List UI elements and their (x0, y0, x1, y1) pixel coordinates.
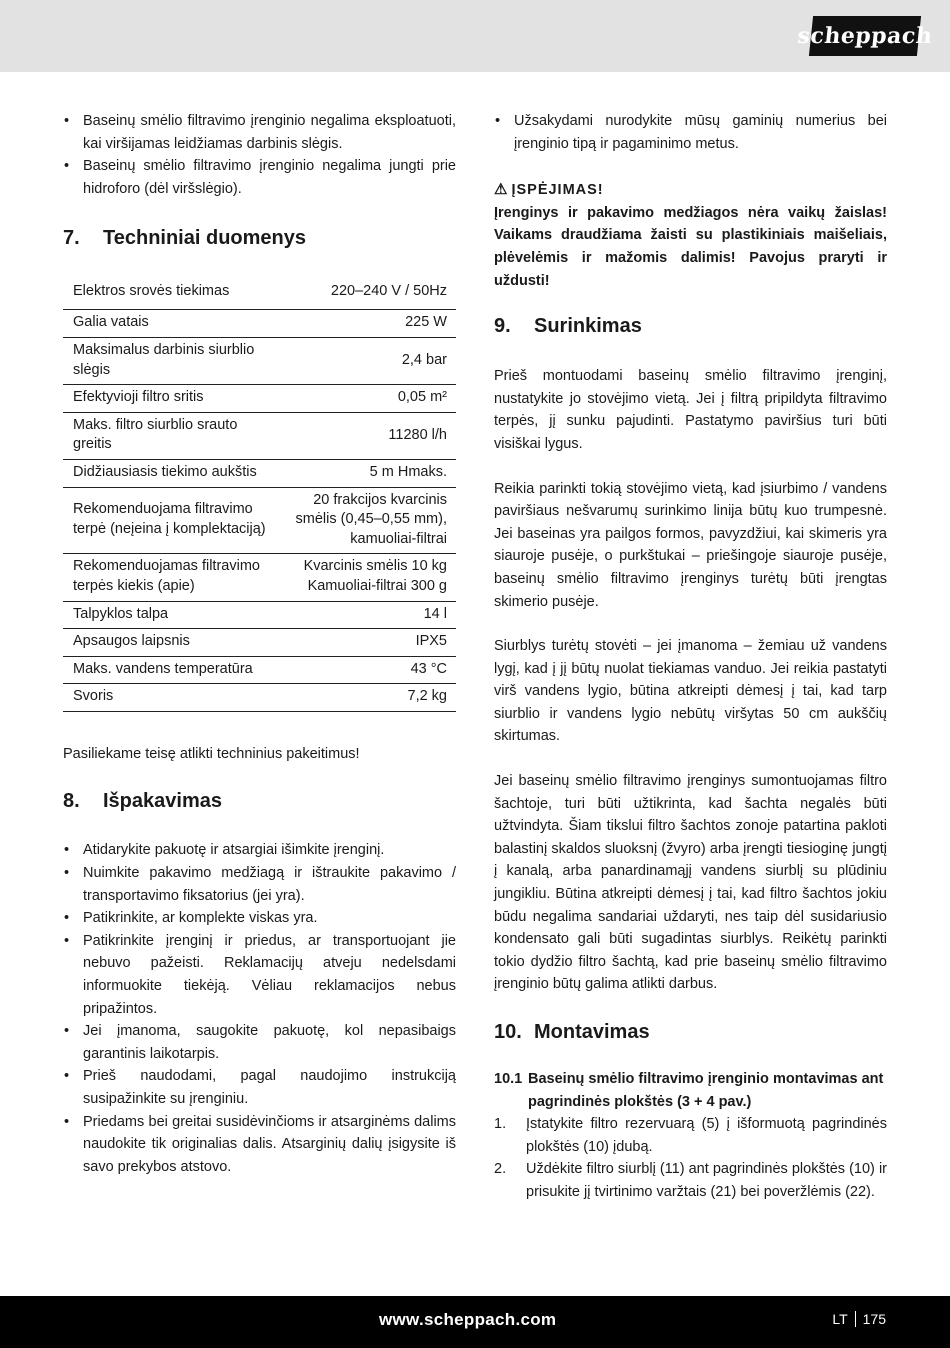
subsection-heading (494, 1068, 887, 1113)
paragraph: Prieš montuodami baseinų smėlio filtravimo įrenginį, nustatykite jo stovėjimo vietą. Jei į filtrą pripildyta filtravimo terpės, jį sunku pajudinti. Pastatymo paviršius turi būti visiškai lygus. (494, 368, 887, 452)
spec-label: Maks. vandens temperatūra (63, 656, 278, 684)
spec-table (63, 275, 456, 712)
footer-url[interactable]: www.scheppach.com (379, 1310, 557, 1329)
list-item: • Nuimkite pakavimo medžiagą ir ištraukite pakavimo / transportavimo fiksatorius (jei yra). (63, 862, 456, 907)
table-row (63, 275, 456, 310)
unpack-bullet-list (63, 839, 456, 1178)
list-item: • Prieš naudodami, pagal naudojimo instrukciją susipažinkite su įrenginiu. (63, 1065, 456, 1110)
list-item (494, 1113, 887, 1158)
subsection-title: Baseinų smėlio filtravimo įrenginio montavimas ant pagrindinės plokštės (3 + 4 pav.) (528, 1071, 884, 1110)
spec-label: Rekomenduojama filtravimo terpė (neįeina į komplektaciją) (63, 487, 278, 554)
table-row (63, 487, 456, 554)
step-text: Uždėkite filtro siurblį (11) ant pagrindinės plokštės (10) ir prisukite jį tvirtinimo varžtais (21) bei poveržlėmis (22). (526, 1161, 887, 1200)
list-item: • Priedams bei greitai susidėvinčioms ir atsarginėms dalims naudokite tik originalias dalis. Atsarginių dalių įsigysite iš savo prekybos atstovo. (63, 1111, 456, 1179)
spec-value: 5 m Hmaks. (278, 459, 456, 487)
paragraph: Siurblys turėtų stovėti – jei įmanoma – žemiau už vandens lygį, kad į jį būtų nuolat tiekiamas vanduo. Jei reikia pastatyti virš vandens lygio, būtina atkreipti dėmesį į tai, kad tarp siurblio ir vandens lygio nebūtų viršytas 50 cm aukščių skirtumas. (494, 638, 887, 745)
spec-value: 7,2 kg (278, 684, 456, 712)
warning-title: ĮSPĖJIMAS! (511, 182, 604, 199)
table-row (63, 601, 456, 629)
table-row (63, 656, 456, 684)
spec-value: 2,4 bar (278, 337, 456, 384)
list-item: • Atidarykite pakuotę ir atsargiai išimkite įrenginį. (63, 839, 456, 862)
section-heading-mounting (494, 1019, 887, 1045)
right-column (494, 110, 887, 1204)
table-row (63, 629, 456, 657)
spec-value: Kvarcinis smėlis 10 kg Kamuoliai-filtrai 300 g (278, 554, 456, 601)
step-number: 2. (494, 1161, 507, 1178)
spec-label: Elektros srovės tiekimas (63, 275, 278, 310)
step-number: 1. (494, 1116, 507, 1133)
section-title: Techniniai duomenys (103, 227, 306, 250)
spec-value: 225 W (278, 310, 456, 338)
list-item: • Jei įmanoma, saugokite pakuotę, kol nepasibaigs garantinis laikotarpis. (63, 1020, 456, 1065)
list-item: • Patikrinkite, ar komplekte viskas yra. (63, 907, 456, 930)
spec-value: 14 l (278, 601, 456, 629)
footer-bar (0, 1296, 950, 1348)
spec-value: 220–240 V / 50Hz (278, 275, 456, 310)
section-heading-technical-data (63, 225, 456, 251)
spec-label: Galia vatais (63, 310, 278, 338)
spec-value: 11280 l/h (278, 412, 456, 459)
table-row (63, 412, 456, 459)
step-text: Įstatykite filtro rezervuarą (5) į išformuotą pagrindinės plokštės (10) įdubą. (526, 1116, 887, 1155)
spec-label: Didžiausiasis tiekimo aukštis (63, 459, 278, 487)
table-row (63, 337, 456, 384)
section-number: 8. (63, 790, 80, 813)
warning-triangle-icon: ⚠ (494, 181, 508, 199)
section-number: 10. (494, 1021, 522, 1043)
list-item: • Patikrinkite įrenginį ir priedus, ar transportuojant jie nebuvo pažeisti. Reklamacijų atveju nedelsdami informuokite tiekėją. Vėliau reklamacijos nebus pripažintos. (63, 930, 456, 1020)
table-row (63, 385, 456, 413)
spec-label: Talpyklos talpa (63, 601, 278, 629)
spec-value: 43 °C (278, 656, 456, 684)
list-item: • Užsakydami nurodykite mūsų gaminių numerius bei įrenginio tipą ir pagaminimo metus. (494, 110, 887, 155)
language-code: LT (832, 1311, 848, 1327)
section-title: Išpakavimas (103, 790, 222, 813)
paragraph: Jei baseinų smėlio filtravimo įrenginys sumontuojamas filtro šachtoje, turi būti užtikrinta, kad šachta negalės būti užtvindyta. Šiam tikslui filtro šachtos zonoje patartina pakloti balastinį skaldos sluoksnį (žvyro) arba įrengti tiesioginę jungtį į kanalą, arba panardinamąjį vandens siurblį su plūdiniu jungikliu. Būtina atkreipti dėmesį į tai, kad filtro šachtos jokiu būdu negalima sandariai uždaryti, nes taip dėl susidariusio kondensato gali būti sugadintas siurblys. Reikėtų parinkti tokio dydžio filtro šachtą, kad prie baseinų smėlio filtravimo įrenginio būtų galima atlikti darbus. (494, 773, 887, 993)
spec-label: Rekomenduojamas filtravimo terpės kiekis (apie) (63, 554, 278, 601)
spec-value: 20 frakcijos kvarcinis smėlis (0,45–0,55 mm), kamuoliai-filtrai (278, 487, 456, 554)
spec-label: Efektyvioji filtro sritis (63, 385, 278, 413)
section-title: Montavimas (534, 1021, 650, 1043)
list-item: • Baseinų smėlio filtravimo įrenginio negalima eksploatuoti, kai viršijamas leidžiamas darbinis slėgis. (63, 110, 456, 155)
brand-logo: scheppach (809, 16, 921, 56)
header-bar (0, 0, 950, 72)
intro-bullet-list (63, 110, 456, 200)
table-row (63, 310, 456, 338)
section-heading-assembly (494, 313, 887, 339)
spec-value: IPX5 (278, 629, 456, 657)
spec-label: Maksimalus darbinis siurblio slėgis (63, 337, 278, 384)
table-row (63, 684, 456, 712)
page-number-value: 175 (862, 1311, 886, 1327)
page-number (832, 1311, 886, 1327)
reserve-note: Pasiliekame teisę atlikti techninius pakeitimus! (63, 745, 360, 762)
table-row (63, 459, 456, 487)
warning-heading (494, 179, 887, 202)
spec-label: Svoris (63, 684, 278, 712)
spec-label: Maks. filtro siurblio srauto greitis (63, 412, 278, 459)
spec-value: 0,05 m² (278, 385, 456, 413)
warning-text: Įrenginys ir pakavimo medžiagos nėra vaikų žaislas! Vaikams draudžiama žaisti su plastikiniais maišeliais, plėvelėmis ir mažomis dalimis! Pavojus praryti ir uždusti! (494, 204, 887, 289)
section-number: 9. (494, 315, 511, 338)
list-item: • Baseinų smėlio filtravimo įrenginio negalima jungti prie hidroforo (dėl viršslėgio). (63, 155, 456, 200)
step-list (494, 1113, 887, 1203)
section-heading-unpacking (63, 788, 456, 814)
order-bullet-list (494, 110, 887, 155)
left-column (63, 110, 456, 1178)
spec-label: Apsaugos laipsnis (63, 629, 278, 657)
table-row (63, 554, 456, 601)
divider (855, 1311, 856, 1327)
subsection-number: 10.1 (494, 1071, 523, 1087)
paragraph: Reikia parinkti tokią stovėjimo vietą, kad įsiurbimo / vandens paviršiaus nešvarumų surinkimo linija būtų kuo trumpesnė. Jei baseinas yra pailgos formos, pavyzdžiui, kai skimeris yra siauroje pusėje, o purkštukai – priešingoje siauroje pusėje, baseinų smėlio filtravimo įrenginys turėtų būti įrengtas skimerio pusėje. (494, 480, 887, 610)
section-number: 7. (63, 227, 80, 250)
section-title: Surinkimas (534, 315, 642, 338)
list-item (494, 1158, 887, 1203)
